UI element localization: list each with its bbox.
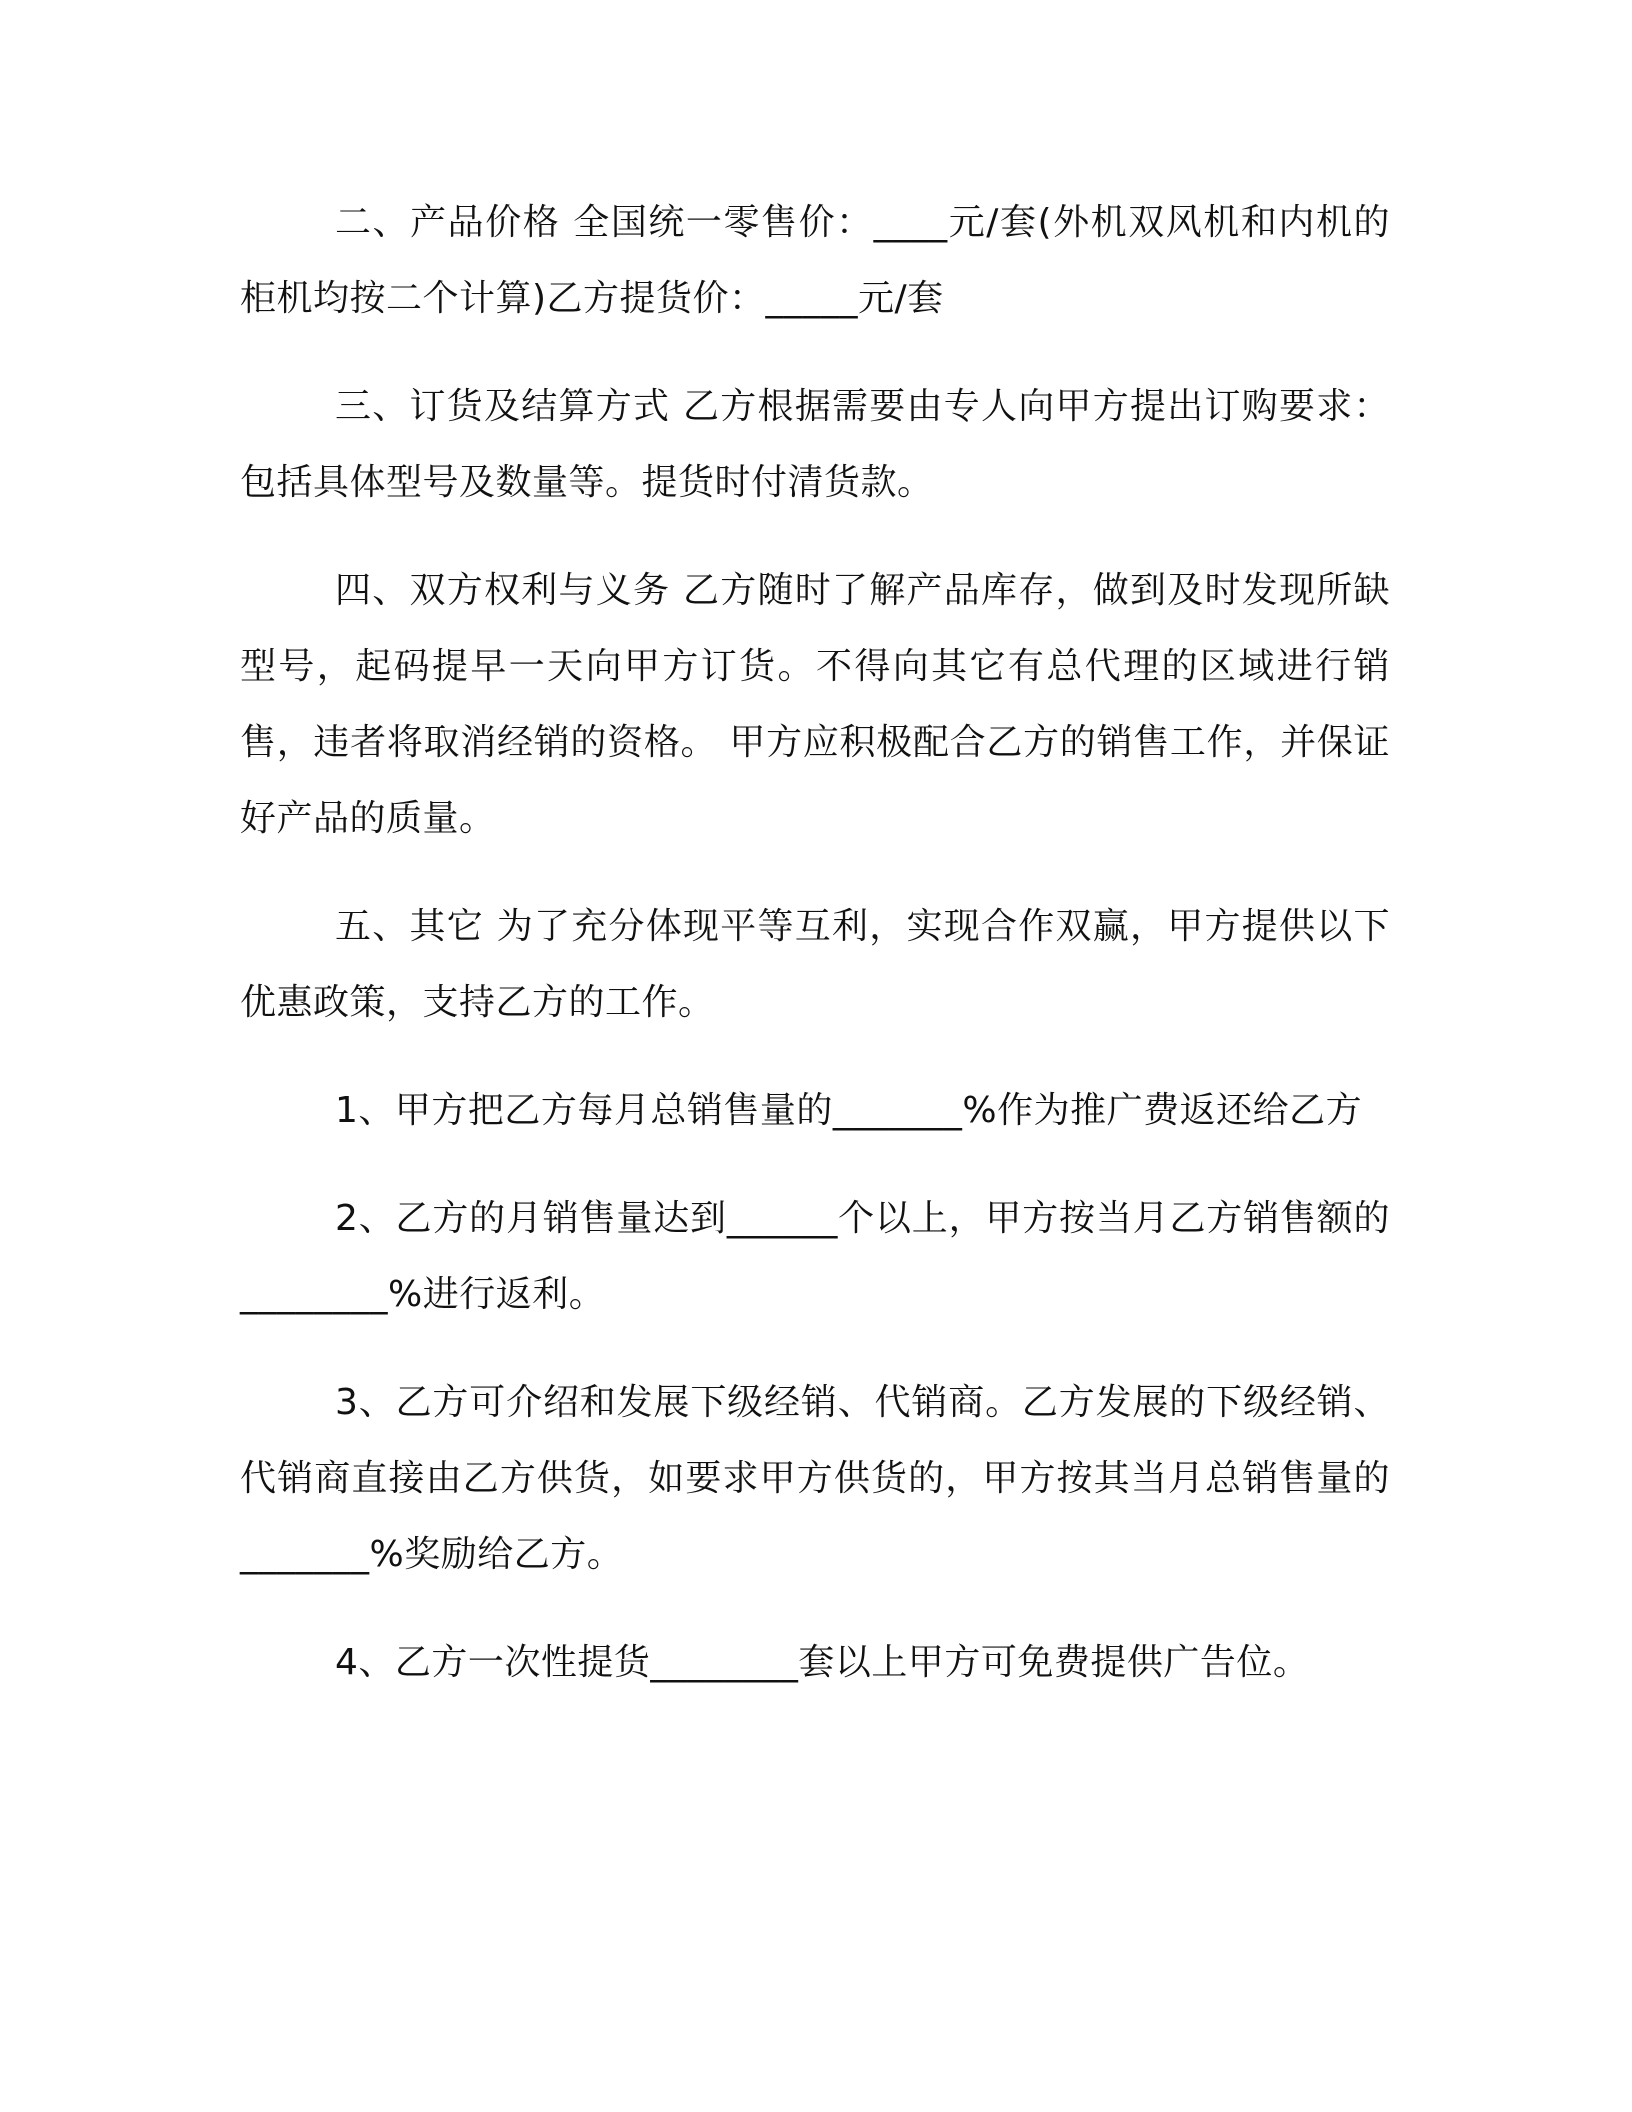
paragraph-rights-obligations: 四、双方权利与义务 乙方随时了解产品库存，做到及时发现所缺型号，起码提早一天向甲方订货。不得向其它有总代理的区域进行销售，违者将取消经销的资格。 甲方应积极配合乙方的销售工作，并保证好产品的质量。: [240, 570, 1390, 839]
paragraph-clause-2: 2、乙方的月销售量达到______个以上，甲方按当月乙方销售额的________%进行返利。: [240, 1198, 1390, 1315]
paragraph-clause-3: 3、乙方可介绍和发展下级经销、代销商。乙方发展的下级经销、代销商直接由乙方供货，如要求甲方供货的，甲方按其当月总销售量的_______%奖励给乙方。: [240, 1382, 1390, 1575]
paragraph-clause-4: 4、乙方一次性提货________套以上甲方可免费提供广告位。: [335, 1642, 1310, 1683]
paragraph-ordering-settlement: 三、订货及结算方式 乙方根据需要由专人向甲方提出订购要求：包括具体型号及数量等。提货时付清货款。: [240, 386, 1390, 503]
document-page: [240, 185, 1390, 1701]
paragraph-clause-1: 1、甲方把乙方每月总销售量的_______%作为推广费返还给乙方: [335, 1090, 1363, 1131]
paragraph-product-price: 二、产品价格 全国统一零售价：____元/套(外机双风机和内机的柜机均按二个计算)乙方提货价：_____元/套: [240, 202, 1390, 319]
paragraph-other-policies: 五、其它 为了充分体现平等互利，实现合作双赢，甲方提供以下优惠政策，支持乙方的工作。: [240, 906, 1390, 1023]
